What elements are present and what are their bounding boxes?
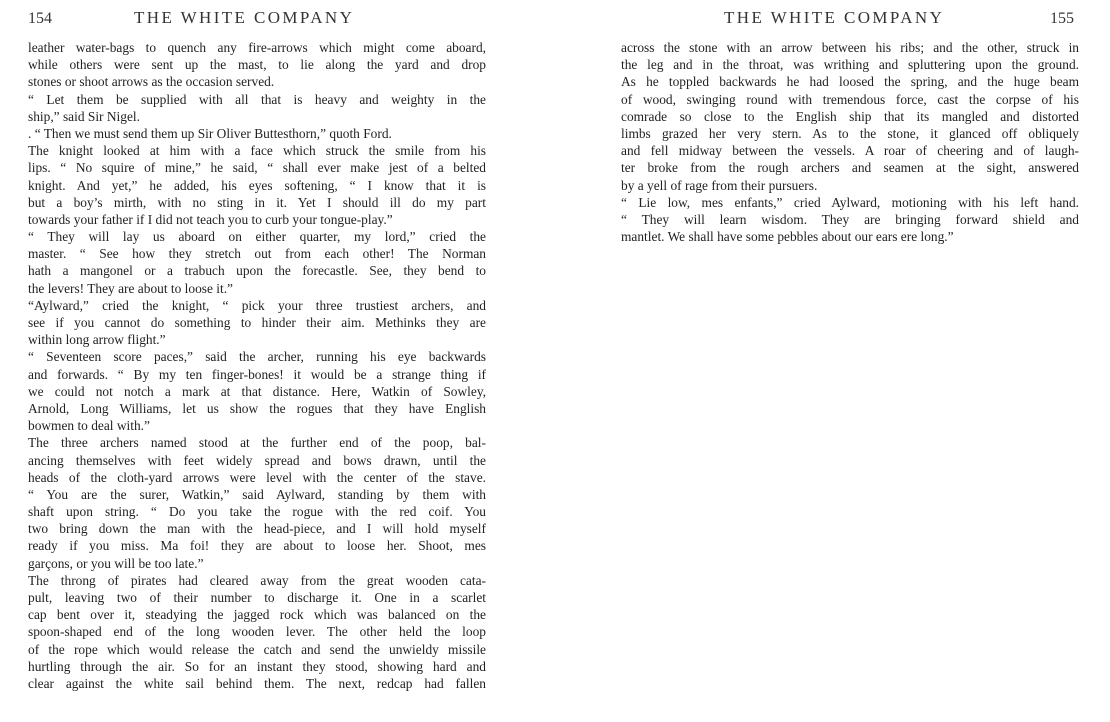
text-line: “ Lie low, mes enfants,” cried Aylward, motioning with his left hand. xyxy=(621,194,1079,210)
text-line: hurtling through the air. So for an instant they stood, showing hard and xyxy=(28,658,486,674)
text-line: while others were sent up the mast, to lie along the yard and drop xyxy=(28,57,486,73)
text-line: master. “ See how they stretch out from each other! The Norman xyxy=(28,246,486,262)
text-line: within long arrow flight.” xyxy=(28,332,166,348)
page-number: 155 xyxy=(1050,10,1074,27)
text-line: “ Let them be supplied with all that is heavy and weighty in the xyxy=(28,91,486,107)
text-line: lips. “ No squire of mine,” he said, “ shall ever make jest of a belted xyxy=(28,160,486,176)
text-line: comrade so close to the English ship that its mangled and distorted xyxy=(621,108,1079,124)
text-line: limbs grazed her very stern. As to the stone, it glanced off obliquely xyxy=(621,125,1079,141)
running-head: THE WHITE COMPANY xyxy=(134,8,355,27)
text-line: bowmen to deal with.” xyxy=(28,418,150,434)
text-line: we could not notch a mark at that distance. Here, Watkin of Sowley, xyxy=(28,383,486,399)
text-line: The knight looked at him with a face which struck the smile from his xyxy=(28,143,486,159)
text-line: “ They will learn wisdom. They are bringing forward shield and xyxy=(621,211,1079,227)
text-line: The three archers named stood at the further end of the poop, bal- xyxy=(28,435,486,451)
text-line: The throng of pirates had cleared away from the great wooden cata- xyxy=(28,572,486,588)
text-line: “ They will lay us aboard on either quarter, my lord,” cried the xyxy=(28,229,486,245)
text-line: clear against the white sail behind them. The next, redcap had fallen xyxy=(28,675,486,691)
text-line: the levers! They are about to loose it.” xyxy=(28,280,234,296)
text-line: heads of the cloth-yard arrows were level with the center of the stave. xyxy=(28,469,486,485)
text-line: two bring down the man with the head-piece, and I will hold myself xyxy=(28,521,486,537)
page-body-text xyxy=(28,39,486,692)
text-line: and fell midway between the vessels. A roar of cheering and of laugh- xyxy=(621,143,1079,159)
text-line: ship,” said Sir Nigel. xyxy=(28,108,140,124)
text-line: of wood, swinging round with tremendous force, cast the corpse of his xyxy=(621,91,1079,107)
text-line: see if you cannot do something to hinder their aim. Methinks they are xyxy=(28,315,486,330)
text-line: of the rope which would release the catch and send the unwieldy missile xyxy=(28,641,486,657)
text-line: but a boy’s mirth, with no sting in it. Yet I should ill do my part xyxy=(28,194,486,210)
text-line: shaft upon string. “ Do you take the rogue with the red coif. You xyxy=(28,504,486,520)
text-line: . “ Then we must send them up Sir Oliver Buttesthorn,” quoth Ford. xyxy=(28,125,392,141)
text-line: ready if you miss. Ma foi! they are about to loose her. Shoot, mes xyxy=(28,538,486,554)
text-line: the leg and in the throat, was writhing and spluttering upon the ground. xyxy=(621,57,1079,73)
text-line: stones or shoot arrows as the occasion served. xyxy=(28,74,275,90)
right-page xyxy=(555,0,1110,722)
text-line: across the stone with an arrow between his ribs; and the other, struck in xyxy=(621,40,1079,55)
text-line: “Aylward,” cried the knight, “ pick your three trustiest archers, and xyxy=(28,297,486,313)
text-line: knight. And yet,” he added, his eyes softening, “ I know that it is xyxy=(28,177,486,193)
page-body-text xyxy=(621,39,1079,245)
text-line: cap bent over it, steadying the jagged rock which was balanced on the xyxy=(28,607,486,623)
text-line: garçons, or you will be too late.” xyxy=(28,555,204,571)
text-line: pult, leaving two of their number to discharge it. One in a scarlet xyxy=(28,590,486,605)
text-line: hath a mangonel or a trabuch upon the forecastle. See, they bend to xyxy=(28,263,486,279)
text-line: ter broke from the rough archers and seamen at the sight, answered xyxy=(621,160,1079,176)
text-line: “ Seventeen score paces,” said the archer, running his eye backwards xyxy=(28,349,486,365)
text-line: mantlet. We shall have some pebbles about our ears ere long.” xyxy=(621,229,954,245)
page-number: 154 xyxy=(28,10,52,27)
text-line: leather water-bags to quench any fire-arrows which might come aboard, xyxy=(28,40,486,55)
text-line: and forwards. “ By my ten finger-bones! it would be a strange thing if xyxy=(28,366,486,382)
text-line: Arnold, Long Williams, let us show the rogues that they have English xyxy=(28,400,486,416)
running-head: THE WHITE COMPANY xyxy=(724,8,945,27)
text-line: spoon-shaped end of the long wooden lever. The other held the loop xyxy=(28,624,486,640)
text-line: ancing themselves with feet widely spread and bows drawn, until the xyxy=(28,452,486,468)
text-line: by a yell of rage from their pursuers. xyxy=(621,177,818,193)
text-line: As he toppled backwards he had loosed the spring, and the huge beam xyxy=(621,74,1079,90)
text-line: “ You are the surer, Watkin,” said Aylward, standing by them with xyxy=(28,486,486,502)
text-line: towards your father if I did not teach you to curb your tongue-play.” xyxy=(28,211,393,227)
